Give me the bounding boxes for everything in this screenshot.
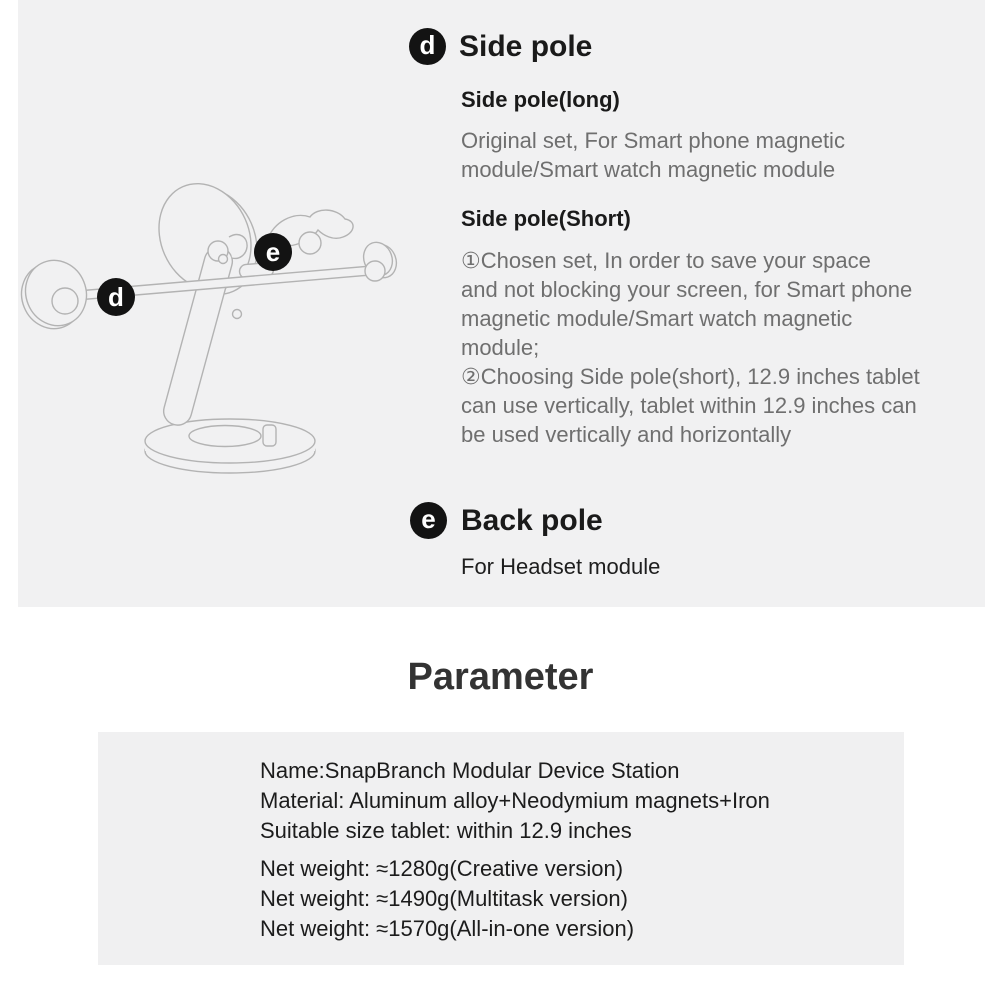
spec-net-weight-multitask: Net weight: ≈1490g(Multitask version) [260, 886, 628, 911]
back-pole-title: Back pole [461, 504, 603, 537]
side-pole-short-subtitle: Side pole(Short) [461, 206, 631, 231]
illustration-badge-e [254, 233, 292, 271]
text-line: be used vertically and horizontally [461, 422, 792, 447]
parameter-title: Parameter [407, 656, 594, 698]
spec-net-weight-creative: Net weight: ≈1280g(Creative version) [260, 856, 624, 881]
back-pole-description: For Headset module [461, 554, 661, 579]
illustration-badge-d [97, 278, 135, 316]
side-pole-title: Side pole [459, 30, 593, 63]
text-line: magnetic module/Smart watch magnetic [461, 306, 853, 331]
side-pole-long-subtitle: Side pole(long) [461, 87, 620, 112]
parameter-weights [260, 854, 634, 944]
section-badge-e: e [410, 502, 447, 539]
section-badge-d: d [409, 28, 446, 65]
product-stand-illustration [15, 175, 415, 480]
left-disc-shape [15, 251, 96, 338]
right-knob-shape [359, 238, 401, 282]
spec-suitable-size: Suitable size tablet: within 12.9 inches [260, 818, 632, 843]
pole-screw-shape [233, 310, 242, 319]
svg-text:d: d [108, 282, 124, 312]
spec-net-weight-all-in-one: Net weight: ≈1570g(All-in-one version) [260, 916, 635, 941]
text-line: module; [461, 335, 540, 360]
parameter-specs [260, 756, 770, 846]
text-line: Original set, For Smart phone magnetic [461, 128, 845, 153]
side-pole-short-description [461, 246, 920, 449]
text-line: ①Chosen set, In order to save your space [461, 248, 871, 273]
text-line: can use vertically, tablet within 12.9 inches can [461, 393, 917, 418]
base-shape [145, 419, 315, 473]
text-line: module/Smart watch magnetic module [461, 157, 836, 182]
pole-peg-shape [263, 425, 276, 446]
side-pole-long-description [461, 126, 845, 184]
parameter-box [98, 732, 904, 965]
spec-material: Material: Aluminum alloy+Neodymium magnets+Iron [260, 788, 770, 813]
spec-name: Name:SnapBranch Modular Device Station [260, 758, 680, 783]
svg-text:e: e [265, 237, 281, 267]
text-line: ②Choosing Side pole(short), 12.9 inches tablet [461, 364, 920, 389]
text-line: and not blocking your screen, for Smart phone [461, 277, 913, 302]
